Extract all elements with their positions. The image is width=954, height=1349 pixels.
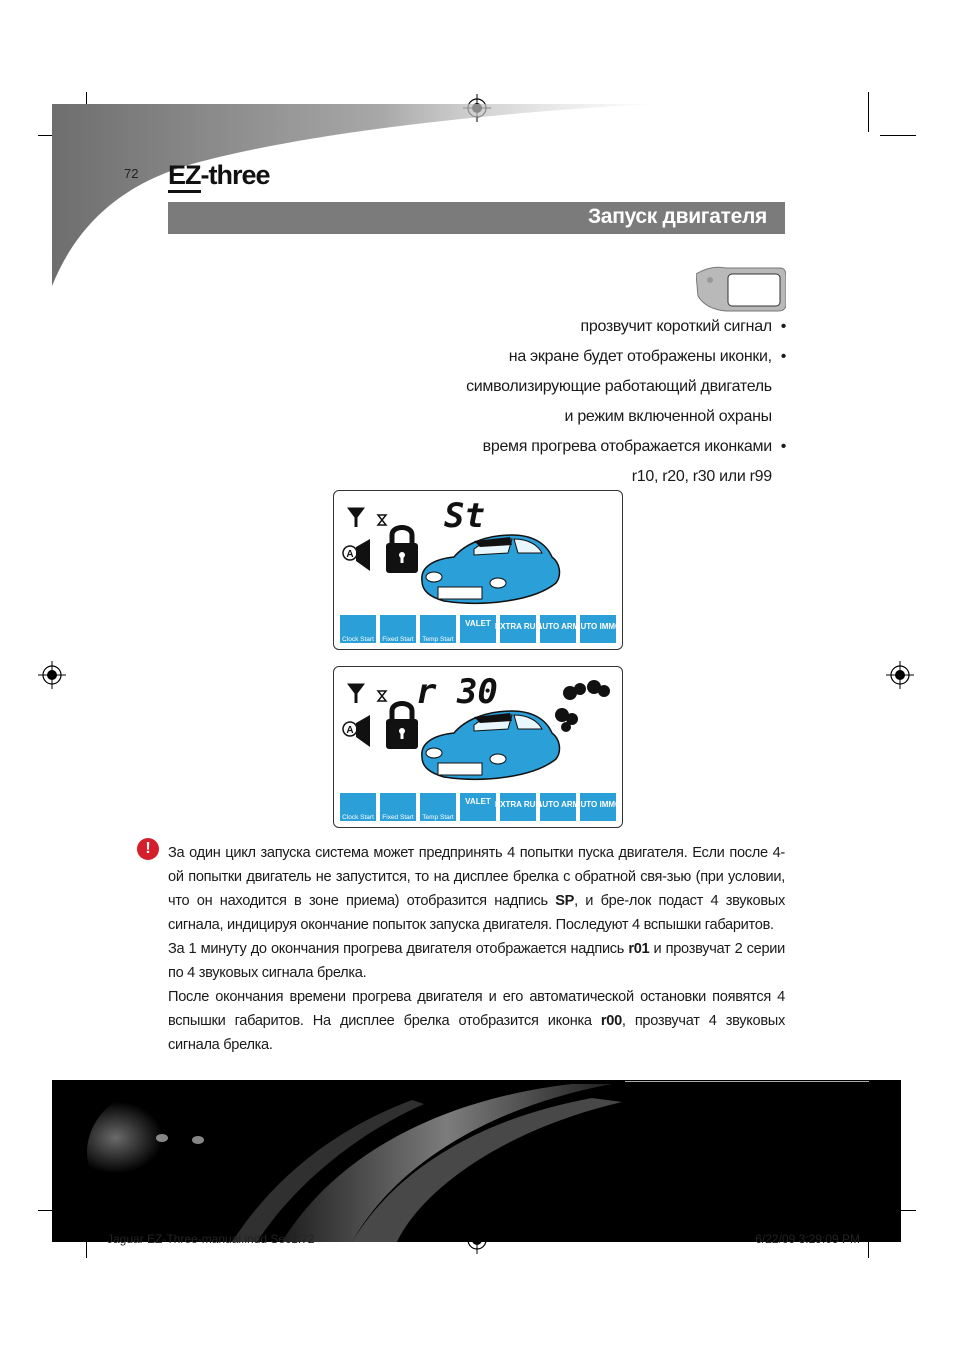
siren-icon bbox=[343, 539, 370, 571]
hourglass-icon bbox=[378, 515, 386, 525]
list-item: символизирующие работающий двигатель bbox=[466, 378, 772, 395]
svg-text:Fixed Start: Fixed Start bbox=[382, 636, 414, 643]
lcd-display-warmup bbox=[333, 666, 623, 828]
registration-mark-icon bbox=[38, 661, 66, 689]
svg-text:VALET: VALET bbox=[465, 797, 491, 806]
startup-indications-list bbox=[466, 312, 786, 492]
svg-text:Fixed Start: Fixed Start bbox=[382, 814, 414, 821]
logo-ez: EZ bbox=[168, 160, 201, 193]
crop-mark bbox=[880, 135, 916, 136]
svg-text:AUTO IMMO: AUTO IMMO bbox=[574, 800, 622, 809]
svg-text:AUTO ARM: AUTO ARM bbox=[536, 800, 580, 809]
svg-text:Clock Start: Clock Start bbox=[342, 814, 374, 821]
list-item: и режим включенной охраны bbox=[564, 408, 772, 425]
list-item: r10, r20, r30 или r99 bbox=[631, 468, 772, 485]
section-title: Запуск двигателя bbox=[587, 205, 767, 228]
warning-icon: ! bbox=[137, 838, 159, 860]
svg-text:Clock Start: Clock Start bbox=[342, 636, 374, 643]
lcd-readout: St bbox=[444, 496, 485, 536]
svg-text:VALET: VALET bbox=[465, 619, 491, 628]
antenna-icon bbox=[350, 509, 362, 527]
page-number: 72 bbox=[124, 166, 139, 181]
svg-text:Temp Start: Temp Start bbox=[422, 814, 454, 821]
print-slug-timestamp: 6/22/09 3:29:09 PM bbox=[755, 1232, 860, 1246]
svg-text:Temp Start: Temp Start bbox=[422, 636, 454, 643]
note-paragraph: За один цикл запуска система может предпринять 4 попытки пуска двигателя. Если после 4-ой попытки двигатель не запустится, то на дисплее брелка с обратной свя-зью (при условии, что он находится в зоне приема) отобразится надпись SP, и бре-лок подаст 4 звуковых сигнала, индицируя окончание попыток запуска двигателя. Последуют 4 вспышки габаритов. bbox=[168, 845, 785, 933]
jaguar-head-image bbox=[87, 1080, 277, 1224]
exhaust-smoke-icon bbox=[555, 680, 610, 732]
footer-divider bbox=[625, 1081, 869, 1082]
note-paragraph: За 1 минуту до окончания прогрева двигателя отображается надпись r01 и прозвучат 2 серии по 4 звуковых сигнала брелка. bbox=[168, 941, 785, 981]
list-item: на экране будет отображены иконки, • bbox=[508, 348, 786, 365]
function-buttons-row bbox=[340, 615, 621, 643]
function-buttons-row bbox=[340, 793, 621, 821]
svg-text:EXTRA RUN: EXTRA RUN bbox=[494, 622, 542, 631]
print-slug-filename: Jaguar EZ-Three-manual.indd Sec1:72 bbox=[107, 1232, 315, 1246]
section-title-bar bbox=[168, 202, 785, 234]
hourglass-icon bbox=[378, 691, 386, 701]
logo-three: -three bbox=[200, 160, 270, 190]
lcd-display-start bbox=[333, 490, 623, 650]
lock-icon bbox=[386, 704, 418, 750]
list-item: время прогрева отображается иконками • bbox=[482, 438, 786, 455]
svg-text:A: A bbox=[346, 725, 354, 736]
crop-mark bbox=[868, 92, 869, 132]
siren-icon bbox=[343, 715, 370, 747]
svg-text:EXTRA RUN: EXTRA RUN bbox=[494, 800, 542, 809]
registration-mark-icon bbox=[886, 661, 914, 689]
list-item: прозвучит короткий сигнал • bbox=[580, 318, 786, 335]
note-paragraph: После окончания времени прогрева двигателя и его автоматической остановки появятся 4 вспышки габаритов. На дисплее брелка отобразится иконка r00, прозвучат 4 звуковых сигнала брелка. bbox=[168, 989, 785, 1053]
svg-text:A: A bbox=[346, 549, 354, 560]
key-fob-icon bbox=[696, 266, 786, 312]
brand-logo bbox=[168, 160, 270, 191]
note-text bbox=[168, 841, 785, 1057]
svg-text:AUTO IMMO: AUTO IMMO bbox=[574, 622, 622, 631]
footer-artwork bbox=[52, 1080, 901, 1242]
lcd-readout: r 30 bbox=[416, 672, 498, 712]
lock-icon bbox=[386, 528, 418, 574]
antenna-icon bbox=[350, 685, 362, 703]
header-swoosh bbox=[52, 104, 652, 294]
svg-text:AUTO ARM: AUTO ARM bbox=[536, 622, 580, 631]
car-icon bbox=[422, 535, 560, 603]
car-icon bbox=[422, 711, 560, 779]
